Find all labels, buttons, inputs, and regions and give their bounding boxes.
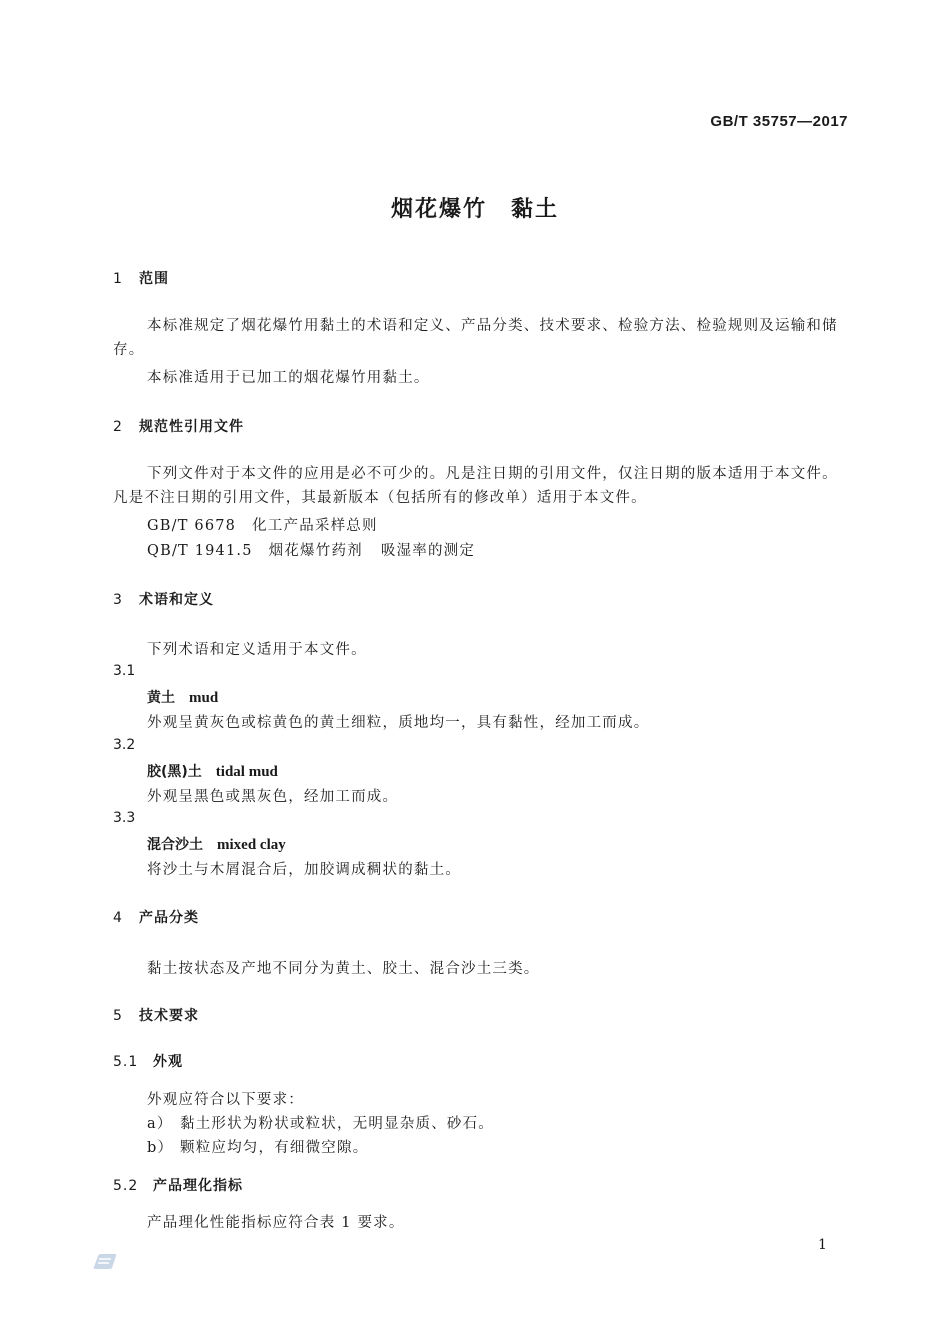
section-title: 术语和定义 — [139, 592, 214, 608]
section-number: 2 — [113, 419, 123, 435]
reference-item — [147, 539, 475, 560]
term-definition: 外观呈黄灰色或棕黄色的黄土细粒，质地均一，具有黏性，经加工而成。 — [147, 715, 650, 731]
section-2-heading — [113, 416, 244, 436]
scope-paragraph-1: 本标准规定了烟花爆竹用黏土的术语和定义、产品分类、技术要求、检验方法、检验规则及运输和储存。 — [113, 318, 838, 358]
section-5-heading — [113, 1005, 199, 1025]
page-number: 1 — [818, 1237, 827, 1253]
section-title: 范围 — [139, 271, 169, 287]
terms-intro: 下列术语和定义适用于本文件。 — [147, 642, 367, 658]
standard-number: GB/T 35757—2017 — [710, 113, 848, 130]
section-number: 5.1 — [113, 1054, 139, 1070]
watermark-logo-icon — [92, 1252, 118, 1270]
section-1-heading — [113, 268, 169, 288]
section-title: 技术要求 — [139, 1008, 199, 1024]
term-heading — [147, 834, 286, 854]
list-item — [147, 1136, 368, 1157]
reference-title-part: 吸湿率的测定 — [380, 543, 476, 559]
term-definition: 外观呈黑色或黑灰色，经加工而成。 — [147, 789, 399, 805]
term-number: 3.1 — [113, 663, 136, 679]
list-marker: a） — [147, 1116, 173, 1132]
section-number: 3 — [113, 592, 123, 608]
section-3-heading — [113, 589, 214, 609]
list-marker: b） — [147, 1140, 174, 1156]
term-definition: 将沙土与木屑混合后，加胶调成稠状的黏土。 — [147, 862, 461, 878]
reference-code: GB/T 6678 — [147, 518, 237, 534]
term-number: 3.3 — [113, 810, 136, 826]
term-chinese: 黄土 — [147, 690, 175, 706]
subsection-5-1-heading — [113, 1051, 183, 1071]
references-paragraph: 下列文件对于本文件的应用是必不可少的。凡是注日期的引用文件，仅注日期的版本适用于本文件。凡是不注日期的引用文件，其最新版本（包括所有的修改单）适用于本文件。 — [113, 466, 838, 506]
term-heading — [147, 761, 278, 781]
section-title: 规范性引用文件 — [139, 419, 244, 435]
term-english: mud — [189, 690, 219, 706]
reference-title: 化工产品采样总则 — [252, 518, 378, 534]
appearance-intro: 外观应符合以下要求： — [147, 1092, 304, 1108]
scope-paragraph-2: 本标准适用于已加工的烟花爆竹用黏土。 — [147, 370, 430, 386]
term-english: tidal mud — [215, 764, 278, 780]
list-text: 颗粒应均匀，有细微空隙。 — [180, 1140, 369, 1156]
section-number: 4 — [113, 910, 123, 926]
term-number: 3.2 — [113, 737, 136, 753]
reference-title: 烟花爆竹药剂 — [268, 543, 363, 559]
section-title: 外观 — [153, 1054, 183, 1070]
list-text: 黏土形状为粉状或粒状，无明显杂质、砂石。 — [180, 1116, 494, 1132]
section-title: 产品理化指标 — [153, 1178, 243, 1194]
section-number: 1 — [113, 271, 123, 287]
section-4-heading — [113, 907, 199, 927]
subsection-5-2-heading — [113, 1175, 243, 1195]
section-title: 产品分类 — [139, 910, 199, 926]
term-chinese: 胶(黑)土 — [147, 764, 202, 780]
document-title: 烟花爆竹 黏土 — [390, 197, 559, 222]
term-english: mixed clay — [217, 837, 286, 853]
section-number: 5.2 — [113, 1178, 139, 1194]
classification-paragraph: 黏土按状态及产地不同分为黄土、胶土、混合沙土三类。 — [147, 961, 540, 977]
section-number: 5 — [113, 1008, 123, 1024]
reference-item — [147, 514, 378, 535]
term-heading — [147, 687, 218, 707]
reference-code: QB/T 1941.5 — [147, 543, 253, 559]
term-chinese: 混合沙土 — [147, 837, 203, 853]
list-item — [147, 1112, 494, 1133]
physchem-paragraph: 产品理化性能指标应符合表 1 要求。 — [147, 1215, 405, 1231]
